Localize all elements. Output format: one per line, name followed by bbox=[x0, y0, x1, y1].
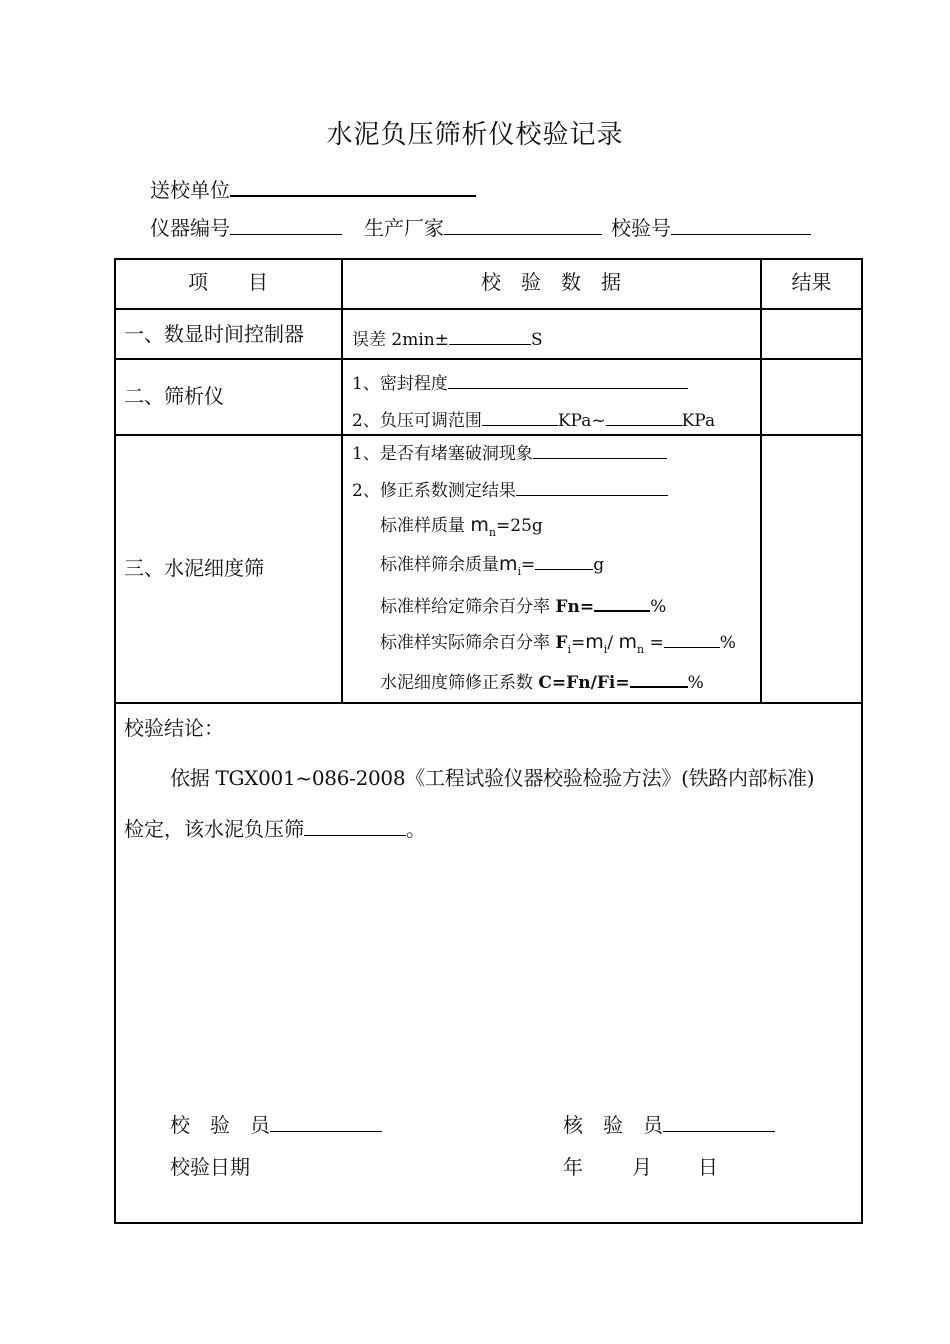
pressure-range-line bbox=[352, 406, 715, 431]
standard-mass-line bbox=[380, 511, 543, 539]
correction-result-line bbox=[352, 476, 668, 501]
verification-date-label: 校验日期 bbox=[170, 1155, 250, 1179]
manufacturer-input[interactable] bbox=[444, 213, 602, 235]
actual-residue-eq2: = bbox=[649, 633, 664, 653]
instrument-no-label: 仪器编号 bbox=[150, 216, 230, 240]
inspector-label: 校 验 员 bbox=[170, 1113, 270, 1137]
standard-mass-label: 标准样质量 bbox=[380, 516, 465, 536]
inspector-input[interactable] bbox=[270, 1108, 382, 1132]
symbol-m-n: m bbox=[470, 514, 489, 536]
manufacturer-field bbox=[364, 212, 602, 241]
pressure-range-unit: KPa bbox=[681, 411, 716, 431]
actual-residue-line bbox=[380, 628, 736, 656]
correction-factor-unit: % bbox=[687, 673, 704, 693]
column-header-data: 校 验 数 据 bbox=[481, 270, 621, 294]
timer-error-label: 误差 2min± bbox=[352, 330, 449, 350]
symbol-m-i-2: m bbox=[585, 631, 604, 653]
pressure-range-label: 2、负压可调范围 bbox=[352, 411, 482, 431]
symbol-m-n-2: m bbox=[618, 631, 637, 653]
symbol-m-n-sub: n bbox=[488, 526, 497, 539]
table-divider-row3 bbox=[114, 434, 863, 436]
pressure-max-input[interactable] bbox=[606, 408, 682, 426]
row-timer-data bbox=[352, 325, 543, 350]
actual-residue-label: 标准样实际筛余百分率 bbox=[380, 633, 550, 653]
verification-no-input[interactable] bbox=[671, 213, 811, 235]
blockage-input[interactable] bbox=[533, 441, 667, 459]
symbol-m-i: m bbox=[499, 553, 518, 575]
residue-mass-eq: = bbox=[521, 555, 536, 575]
timer-error-input[interactable] bbox=[449, 327, 531, 345]
table-border-left bbox=[114, 258, 116, 1223]
row-timer-item: 一、数显时间控制器 bbox=[124, 322, 304, 346]
table-divider-row2 bbox=[114, 358, 863, 360]
send-unit-field bbox=[150, 174, 476, 203]
row-fineness-sieve-item: 三、水泥细度筛 bbox=[124, 556, 264, 580]
checker-label: 核 验 员 bbox=[563, 1113, 663, 1137]
table-border-right bbox=[861, 258, 863, 1223]
instrument-no-field bbox=[150, 212, 342, 241]
seal-degree-label: 1、密封程度 bbox=[352, 374, 448, 394]
given-residue-label: 标准样给定筛余百分率 bbox=[380, 597, 550, 617]
blockage-line bbox=[352, 439, 667, 464]
actual-residue-eq: = bbox=[571, 633, 586, 653]
date-day-label: 日 bbox=[698, 1155, 718, 1179]
table-divider-col1 bbox=[341, 258, 343, 703]
row-sieve-analyzer-result[interactable] bbox=[762, 360, 861, 434]
correction-result-input[interactable] bbox=[516, 478, 668, 496]
symbol-F-sub: i bbox=[567, 643, 572, 656]
seal-degree-line bbox=[352, 369, 688, 394]
correction-factor-label: 水泥细度筛修正系数 bbox=[380, 673, 533, 693]
verification-no-label: 校验号 bbox=[611, 216, 671, 240]
symbol-F: F bbox=[555, 633, 568, 653]
instrument-no-input[interactable] bbox=[230, 213, 342, 235]
column-header-item: 项 目 bbox=[188, 270, 268, 294]
seal-degree-input[interactable] bbox=[448, 371, 688, 389]
conclusion-period: 。 bbox=[406, 817, 426, 841]
date-month-label: 月 bbox=[632, 1155, 652, 1179]
pressure-range-mid: KPa~ bbox=[557, 411, 606, 431]
symbol-m-n-2-sub: n bbox=[636, 643, 645, 656]
send-unit-label: 送校单位 bbox=[150, 178, 230, 202]
checker-field bbox=[563, 1108, 775, 1138]
correction-result-label: 2、修正系数测定结果 bbox=[352, 481, 516, 501]
correction-factor-formula: C=Fn/Fi= bbox=[538, 673, 630, 693]
residue-mass-line bbox=[380, 550, 604, 578]
column-header-result: 结果 bbox=[791, 270, 832, 294]
standard-mass-value: =25g bbox=[496, 516, 543, 536]
inspector-field bbox=[170, 1108, 382, 1138]
table-divider-row4 bbox=[114, 702, 863, 704]
pressure-min-input[interactable] bbox=[482, 408, 558, 426]
given-residue-unit: % bbox=[650, 597, 667, 617]
actual-residue-unit: % bbox=[719, 633, 736, 653]
conclusion-result-label: 检定，该水泥负压筛 bbox=[124, 817, 304, 841]
row-fineness-sieve-result[interactable] bbox=[762, 436, 861, 702]
row-sieve-analyzer-item: 二、筛析仪 bbox=[124, 384, 224, 408]
checker-input[interactable] bbox=[663, 1108, 775, 1132]
table-divider-row1 bbox=[114, 308, 863, 310]
page-title: 水泥负压筛析仪校验记录 bbox=[326, 120, 624, 150]
row-timer-result[interactable] bbox=[762, 310, 861, 358]
manufacturer-label: 生产厂家 bbox=[364, 216, 444, 240]
residue-mass-unit: g bbox=[593, 555, 605, 575]
send-unit-input[interactable] bbox=[230, 175, 476, 197]
conclusion-result-line bbox=[124, 812, 426, 842]
table-border-top bbox=[114, 258, 863, 260]
blockage-label: 1、是否有堵塞破洞现象 bbox=[352, 444, 533, 464]
verification-no-field bbox=[611, 212, 811, 241]
table-border-bottom bbox=[114, 1222, 863, 1224]
residue-mass-label: 标准样筛余质量 bbox=[380, 555, 499, 575]
conclusion-result-input[interactable] bbox=[304, 812, 406, 836]
conclusion-basis-text: 依据 TGX001~086-2008《工程试验仪器校验检验方法》(铁路内部标准) bbox=[170, 766, 815, 790]
given-residue-input[interactable] bbox=[594, 594, 650, 612]
timer-error-unit: S bbox=[530, 330, 543, 350]
correction-factor-line bbox=[380, 668, 704, 693]
conclusion-label: 校验结论： bbox=[124, 716, 224, 740]
symbol-m-i-2-sub: i bbox=[603, 643, 608, 656]
symbol-m-i-sub: i bbox=[517, 565, 522, 578]
residue-mass-input[interactable] bbox=[535, 552, 593, 570]
actual-residue-input[interactable] bbox=[664, 630, 720, 648]
actual-residue-slash: / bbox=[607, 633, 614, 653]
given-residue-formula: Fn= bbox=[555, 597, 595, 617]
given-residue-line bbox=[380, 592, 666, 617]
date-year-label: 年 bbox=[563, 1155, 583, 1179]
correction-factor-input[interactable] bbox=[630, 670, 688, 688]
